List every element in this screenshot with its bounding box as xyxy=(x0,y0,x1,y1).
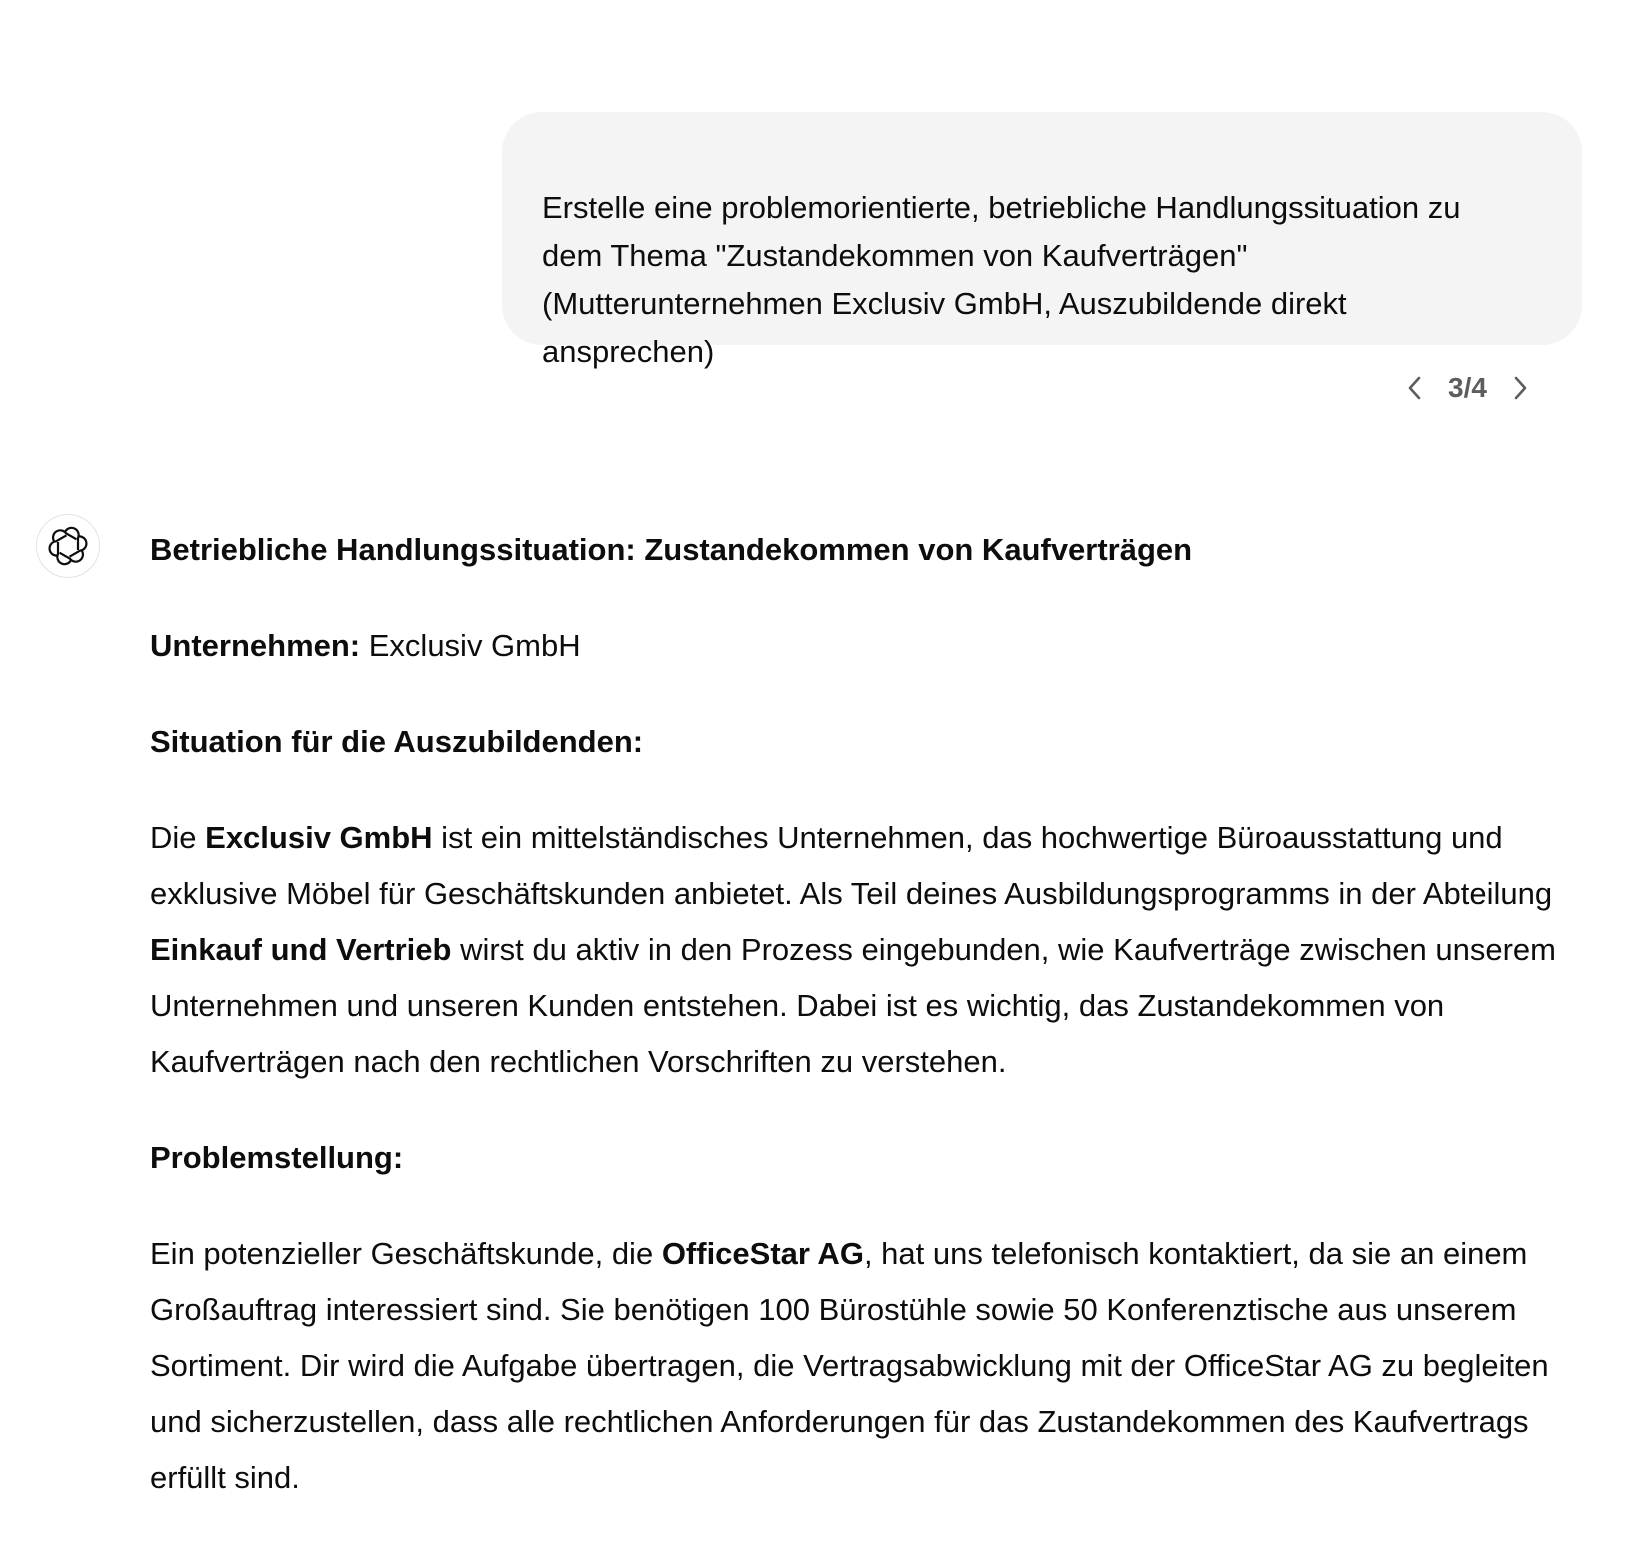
previous-response-button[interactable] xyxy=(1400,366,1430,410)
chevron-right-icon xyxy=(1511,375,1529,401)
assistant-message xyxy=(150,526,1570,1506)
problem-text-1: Ein potenzieller Geschäftskunde, die xyxy=(150,1236,662,1271)
next-response-button[interactable] xyxy=(1505,366,1535,410)
problem-heading: Problemstellung: xyxy=(150,1140,404,1175)
situation-text-2: ist ein mittelständisches Unternehmen, das hochwertige Büroausstattung und exklusive Möbel für Geschäftskunden anbietet. Als Teil deines Ausbildungsprogramms in der Abteilung xyxy=(150,820,1553,911)
problem-bold-1: OfficeStar AG xyxy=(661,1236,864,1271)
situation-bold-2: Einkauf und Vertrieb xyxy=(150,932,452,967)
company-value: Exclusiv GmbH xyxy=(360,628,581,663)
problem-text-2: , hat uns telefonisch kontaktiert, da sie an einem Großauftrag interessiert sind. Sie benötigen 100 Bürostühle sowie 50 Konferenztische aus unserem Sortiment. Dir wird die Aufgabe übertragen, die Vertragsabwicklung mit der OfficeStar AG zu begleiten und sicherzustellen, dass alle rechtlichen Anforderungen für das Zustandekommen des Kaufvertrags erfüllt sind. xyxy=(150,1236,1549,1495)
assistant-avatar xyxy=(36,514,100,578)
chevron-left-icon xyxy=(1406,375,1424,401)
problem-paragraph xyxy=(150,1226,1570,1506)
user-message-text: Erstelle eine problemorientierte, betriebliche Handlungssituation zu dem Thema "Zustandekommen von Kaufverträgen" (Mutterunternehmen Exclusiv GmbH, Auszubildende direkt ansprechen) xyxy=(542,190,1461,369)
situation-heading: Situation für die Auszubildenden: xyxy=(150,724,644,759)
response-counter: 3/4 xyxy=(1448,372,1487,403)
situation-text-1: Die xyxy=(150,820,206,855)
response-title: Betriebliche Handlungssituation: Zustandekommen von Kaufverträgen xyxy=(150,532,1193,567)
situation-bold-1: Exclusiv GmbH xyxy=(205,820,433,855)
situation-paragraph xyxy=(150,810,1570,1090)
company-line xyxy=(150,622,1570,670)
company-label: Unternehmen: xyxy=(150,628,361,663)
openai-logo-icon xyxy=(48,526,88,566)
situation-text-3: wirst du aktiv in den Prozess eingebunden, wie Kaufverträge zwischen unserem Unternehmen und unseren Kunden entstehen. Dabei ist es wichtig, das Zustandekommen von Kaufverträgen nach den rechtlichen Vorschriften zu verstehen. xyxy=(150,932,1556,1079)
user-message-bubble xyxy=(502,112,1582,369)
response-pager xyxy=(1400,366,1535,410)
